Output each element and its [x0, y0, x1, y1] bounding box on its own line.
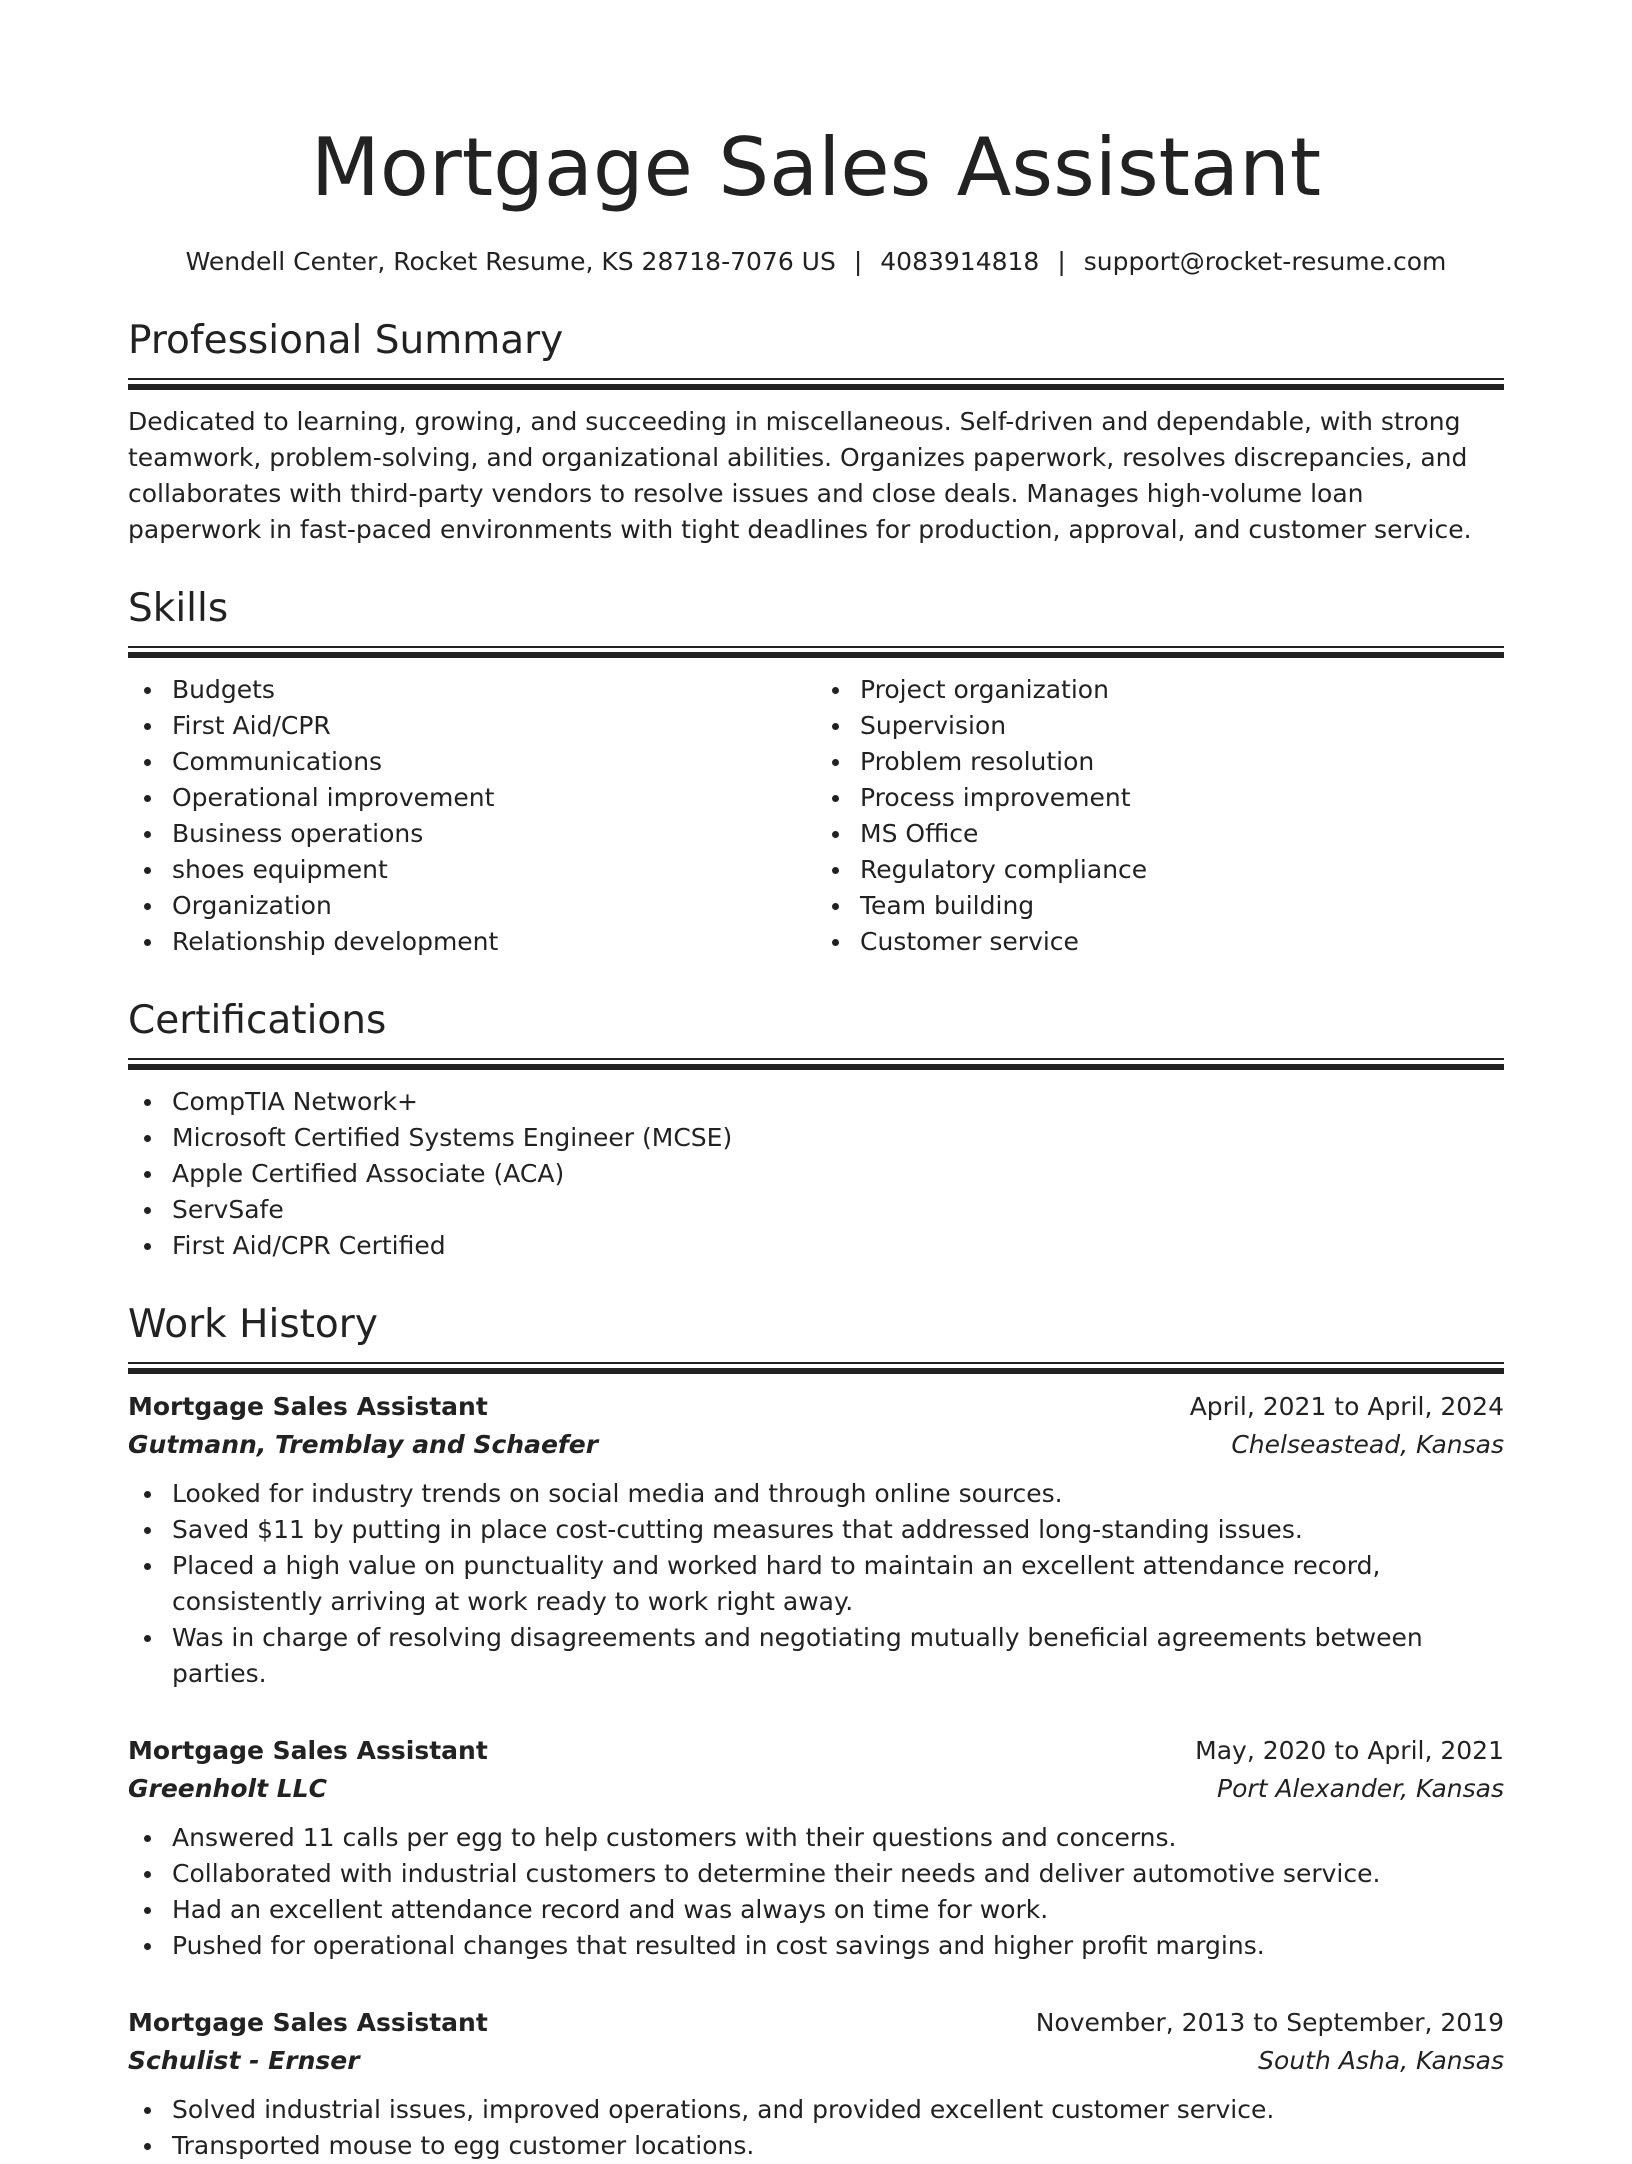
- skill-item: Relationship development: [172, 924, 816, 960]
- skills-list-left: [128, 672, 816, 960]
- job-dates: April, 2021 to April, 2024: [1189, 1392, 1504, 1421]
- job-dates: November, 2013 to September, 2019: [1035, 2008, 1504, 2037]
- contact-phone: 4083914818: [880, 247, 1040, 276]
- contact-separator: |: [853, 247, 863, 276]
- job-dates: May, 2020 to April, 2021: [1195, 1736, 1504, 1765]
- job-duty: Collaborated with industrial customers to determine their needs and deliver automotive service.: [172, 1856, 1504, 1892]
- section-divider: [128, 646, 1504, 658]
- job-company: Greenholt LLC: [128, 1774, 327, 1803]
- skill-item: Supervision: [860, 708, 1504, 744]
- job-duty: Transported mouse to egg customer locations.: [172, 2128, 1504, 2164]
- section-heading-skills: Skills: [128, 586, 229, 631]
- contact-email[interactable]: support@rocket-resume.com: [1083, 247, 1447, 276]
- skill-item: Team building: [860, 888, 1504, 924]
- job-duty: Placed a high value on punctuality and worked hard to maintain an excellent attendance record, consistently arriving at work ready to work right away.: [172, 1548, 1504, 1620]
- job-duty: Looked for industry trends on social media and through online sources.: [172, 1476, 1504, 1512]
- job-location: Chelseastead, Kansas: [1231, 1430, 1504, 1459]
- job-duties-list: [128, 1820, 1504, 1964]
- skills-grid: [128, 672, 1504, 960]
- section-heading-certifications: Certifications: [128, 998, 387, 1043]
- skill-item: shoes equipment: [172, 852, 816, 888]
- section-divider: [128, 1058, 1504, 1070]
- skill-item: MS Office: [860, 816, 1504, 852]
- job-duty: Pushed for operational changes that resulted in cost savings and higher profit margins.: [172, 1928, 1504, 1964]
- job-title: Mortgage Sales Assistant: [128, 1736, 488, 1765]
- job-subheader: [128, 1770, 1504, 1808]
- job-header: [128, 2004, 1504, 2042]
- skill-item: Project organization: [860, 672, 1504, 708]
- summary-text: Dedicated to learning, growing, and succeeding in miscellaneous. Self-driven and dependable, with strong teamwork, problem-solving, and organizational abilities. Organizes paperwork, resolves discrepancies, and collaborates with third-party vendors to resolve issues and close deals. Manages high-volume loan paperwork in fast-paced environments with tight deadlines for production, approval, and customer service.: [128, 407, 1472, 544]
- skill-item: Business operations: [172, 816, 816, 852]
- skill-item: Problem resolution: [860, 744, 1504, 780]
- job-subheader: [128, 1426, 1504, 1464]
- job-duties-list: [128, 2092, 1504, 2164]
- skill-item: Process improvement: [860, 780, 1504, 816]
- section-divider: [128, 378, 1504, 390]
- skills-list-right: [816, 672, 1504, 960]
- certifications-list: [128, 1084, 1504, 1264]
- job-title: Mortgage Sales Assistant: [128, 1392, 488, 1421]
- certification-item: First Aid/CPR Certified: [172, 1228, 1504, 1264]
- skill-item: Organization: [172, 888, 816, 924]
- skill-item: First Aid/CPR: [172, 708, 816, 744]
- skill-item: Operational improvement: [172, 780, 816, 816]
- job-header: [128, 1732, 1504, 1770]
- job-header: [128, 1388, 1504, 1426]
- job-duty: Solved industrial issues, improved operations, and provided excellent customer service.: [172, 2092, 1504, 2128]
- contact-line: [128, 244, 1504, 280]
- work-history-section: [128, 1300, 1504, 2164]
- job-entry: [128, 2004, 1504, 2164]
- certification-item: CompTIA Network+: [172, 1084, 1504, 1120]
- job-duties-list: [128, 1476, 1504, 1692]
- certification-item: ServSafe: [172, 1192, 1504, 1228]
- contact-separator: |: [1057, 247, 1066, 276]
- certification-item: Apple Certified Associate (ACA): [172, 1156, 1504, 1192]
- skill-item: Budgets: [172, 672, 816, 708]
- job-duty: Saved $11 by putting in place cost-cutting measures that addressed long-standing issues.: [172, 1512, 1504, 1548]
- job-entry: [128, 1732, 1504, 1964]
- job-entry: [128, 1388, 1504, 1692]
- section-divider: [128, 1362, 1504, 1374]
- certification-item: Microsoft Certified Systems Engineer (MCSE): [172, 1120, 1504, 1156]
- job-title: Mortgage Sales Assistant: [128, 2008, 488, 2037]
- job-duty: Had an excellent attendance record and was always on time for work.: [172, 1892, 1504, 1928]
- job-company: Schulist - Ernser: [128, 2046, 360, 2075]
- job-location: Port Alexander, Kansas: [1217, 1774, 1504, 1803]
- summary-section: [128, 316, 1504, 548]
- skill-item: Regulatory compliance: [860, 852, 1504, 888]
- job-location: South Asha, Kansas: [1258, 2046, 1504, 2075]
- certifications-section: [128, 996, 1504, 1264]
- resume-title: Mortgage Sales Assistant: [310, 121, 1322, 214]
- job-subheader: [128, 2042, 1504, 2080]
- skill-item: Customer service: [860, 924, 1504, 960]
- skills-section: [128, 584, 1504, 960]
- job-company: Gutmann, Tremblay and Schaefer: [128, 1430, 599, 1459]
- section-heading-summary: Professional Summary: [128, 318, 564, 363]
- skill-item: Communications: [172, 744, 816, 780]
- job-duty: Was in charge of resolving disagreements and negotiating mutually beneficial agreements between parties.: [172, 1620, 1504, 1692]
- job-duty: Answered 11 calls per egg to help customers with their questions and concerns.: [172, 1820, 1504, 1856]
- contact-address: Wendell Center, Rocket Resume, KS 28718-7076 US: [185, 247, 836, 276]
- section-heading-work-history: Work History: [128, 1302, 378, 1347]
